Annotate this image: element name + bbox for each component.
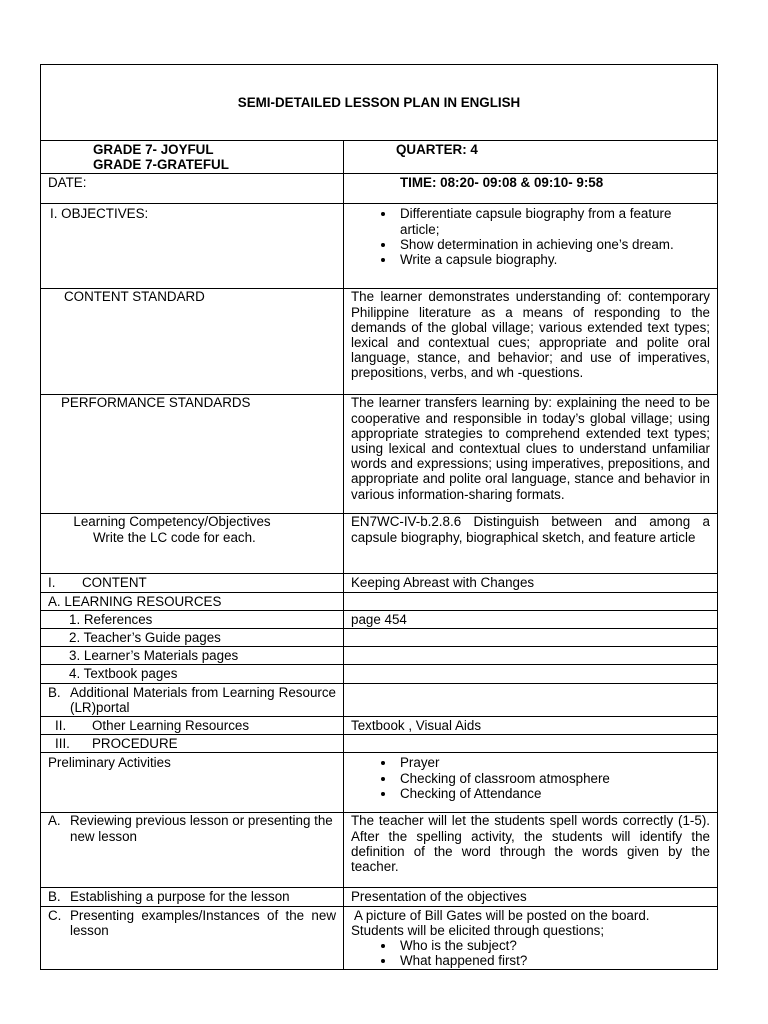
objectives-list [351,206,710,267]
textbook-pages-row [41,665,718,683]
textbook-pages-value [344,665,718,683]
establishing-row [41,888,718,906]
references-value: page 454 [344,610,718,628]
procedure-cell [41,735,344,753]
title-row [41,65,718,141]
establishing-marker: B. [48,889,61,905]
content-standard-text: The learner demonstrates understanding of: contemporary Philippine literature as a means of responding to the demands of the global village; various extended text types; lexical and contextual cues; appropriate and polite oral language, stance, and behavior; and use of imperatives, prepositions, verbs, and wh -questions. [344,289,718,395]
content-marker: I. [48,575,56,591]
content-label-cell [41,574,344,592]
presenting-questions [351,938,710,968]
additional-materials-row [41,683,718,716]
additional-materials-cell [41,683,344,716]
content-row [41,574,718,592]
grade-joyful: GRADE 7- JOYFUL [93,142,214,157]
teachers-guide-row [41,629,718,647]
other-resources-row [41,717,718,735]
learning-resources-value [344,592,718,610]
preliminary-item: • Checking of Attendance [396,786,710,801]
references-label: 1. References [41,610,344,628]
objectives-row [41,204,718,289]
date-row [41,174,718,204]
establishing-label: Establishing a purpose for the lesson [70,889,290,905]
teachers-guide-label: 2. Teacher’s Guide pages [41,629,344,647]
competency-label-cell [41,514,344,574]
objective-item: • Show determination in achieving one’s dream. [396,237,710,252]
presenting-row [41,906,718,970]
learning-resources-label: A. LEARNING RESOURCES [41,592,344,610]
learners-materials-value [344,647,718,665]
content-text: Keeping Abreast with Changes [344,574,718,592]
learning-resources-row [41,592,718,610]
procedure-row [41,735,718,753]
lesson-plan-table [40,64,718,970]
other-resources-marker: II. [55,718,67,734]
quarter: QUARTER: 4 [344,141,718,174]
preliminary-row [41,753,718,813]
competency-label: Learning Competency/Objectives [73,514,271,530]
establishing-text: Presentation of the objectives [344,888,718,906]
presenting-cell [41,906,344,970]
presenting-cell-content [344,906,718,970]
grade-cell [41,141,344,174]
presenting-marker: C. [48,907,62,923]
date-label: DATE: [41,174,344,204]
reviewing-text: The teacher will let the students spell words correctly (1-5). After the spelling activity, the students will identify the definition of the word through the words given by the teacher. [344,813,718,888]
content-standard-row [41,289,718,395]
performance-standards-label: PERFORMANCE STANDARDS [41,395,344,514]
teachers-guide-value [344,629,718,647]
presenting-text-1: A picture of Bill Gates will be posted on the board. [351,907,650,923]
presenting-question: • Who is the subject? [396,938,710,953]
other-resources-label: Other Learning Resources [92,718,250,734]
presenting-question: • What happened first? [396,953,710,968]
grade-row [41,141,718,174]
learners-materials-row [41,647,718,665]
competency-row [41,514,718,574]
references-row [41,610,718,628]
other-resources-cell [41,717,344,735]
competency-text: EN7WC-IV-b.2.8.6 Distinguish between and among a capsule biography, biographical sketch, and feature article [344,514,718,574]
objectives-label: I. OBJECTIVES: [41,204,344,289]
reviewing-label: Reviewing previous lesson or presenting the new lesson [70,813,333,844]
objective-item: • Write a capsule biography. [396,252,710,267]
textbook-pages-label: 4. Textbook pages [41,665,344,683]
additional-marker: B. [48,684,61,700]
preliminary-item: • Prayer [396,755,710,770]
learners-materials-label: 3. Learner’s Materials pages [41,647,344,665]
content-label: CONTENT [82,575,147,591]
procedure-marker: III. [55,736,70,752]
other-resources-value: Textbook , Visual Aids [344,717,718,735]
preliminary-cell [344,753,718,813]
preliminary-item: • Checking of classroom atmosphere [396,771,710,786]
time: TIME: 08:20- 09:08 & 09:10- 9:58 [344,174,718,204]
reviewing-row [41,813,718,888]
reviewing-marker: A. [48,813,61,829]
grade-grateful: GRADE 7-GRATEFUL [93,157,229,173]
objective-item: • Differentiate capsule biography from a feature article; [396,206,710,236]
objectives-cell [344,204,718,289]
presenting-label: Presenting examples/Instances of the new lesson [70,907,336,938]
content-standard-label: CONTENT STANDARD [41,289,344,395]
performance-standards-row [41,395,718,514]
procedure-value [344,735,718,753]
document-title: SEMI-DETAILED LESSON PLAN IN ENGLISH [41,65,718,141]
reviewing-cell [41,813,344,888]
additional-materials-label: Additional Materials from Learning Resource (LR)portal [70,684,336,715]
preliminary-label: Preliminary Activities [41,753,344,813]
additional-materials-value [344,683,718,716]
performance-standards-text: The learner transfers learning by: explaining the need to be cooperative and responsible in today’s global village; using appropriate strategies to comprehend extended text types; using lexical and contextual clues to understand unfamiliar words and expressions; using imperatives, prepositions, and appropriate and polite oral language, stance and behavior in various information-sharing formats. [344,395,718,514]
establishing-cell [41,888,344,906]
lc-code-instruction: Write the LC code for each. [93,529,256,545]
procedure-label: PROCEDURE [92,736,178,752]
presenting-text-2: Students will be elicited through questions; [351,922,605,938]
preliminary-list [351,755,710,801]
